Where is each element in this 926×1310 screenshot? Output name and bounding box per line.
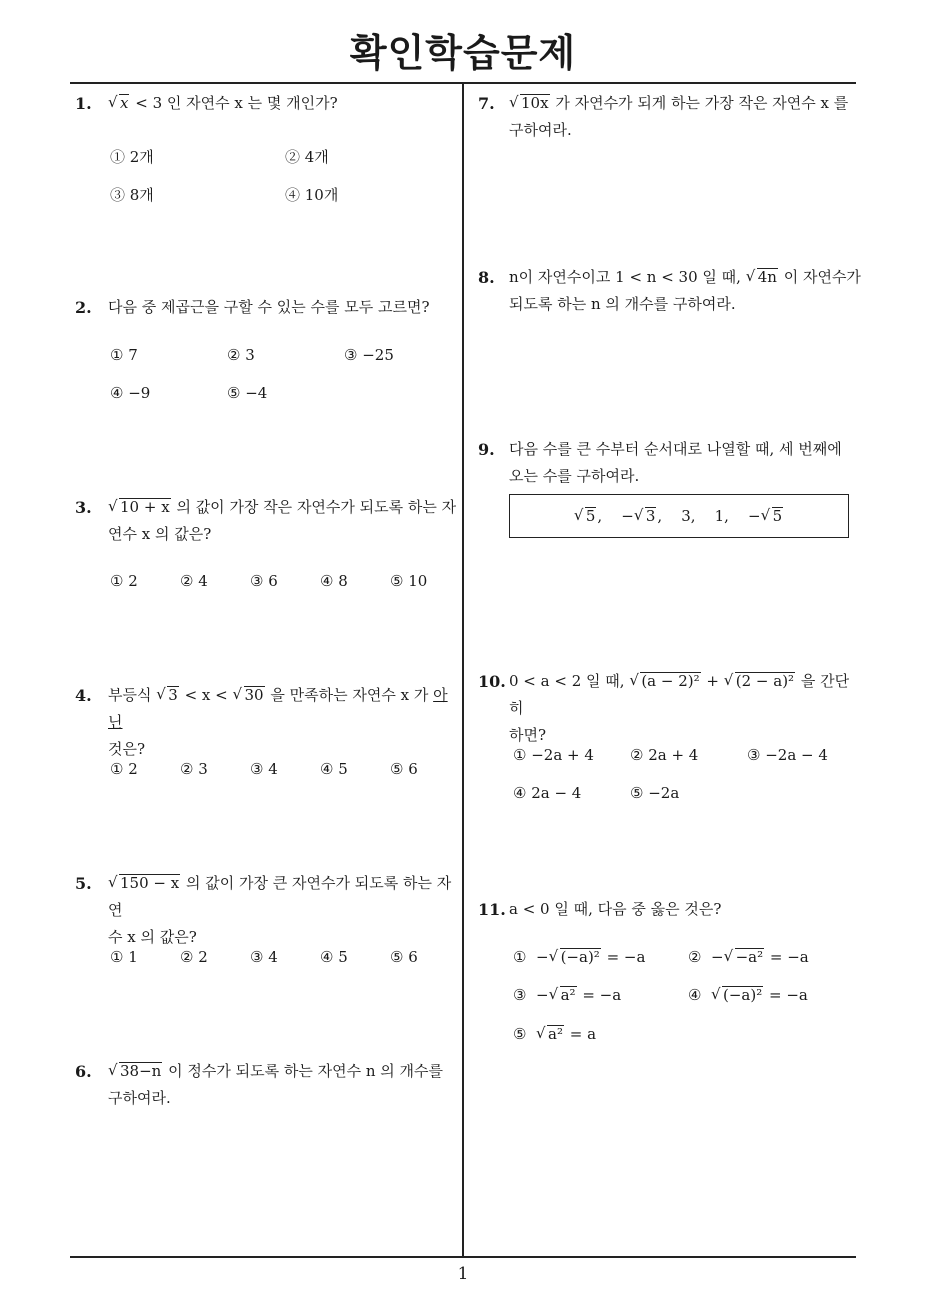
question-text-line2: 연수 x 의 값은? [108,525,212,543]
number-list-box: √ 5 , −√ 3 , 3, 1, −√ 5 [509,494,849,538]
option-4[interactable]: ④ 8 [320,572,348,590]
question-text: 다음 중 제곱근을 구할 수 있는 수를 모두 고르면? [108,298,430,316]
sqrt-symbol: √ 10x [509,90,550,117]
question-text-line2: 구하여라. [108,1089,171,1107]
option-1[interactable]: ① 7 [110,346,138,364]
option-5[interactable]: ⑤ −4 [227,384,268,402]
question-number: 5. [75,874,92,893]
question-text: a < 0 일 때, 다음 중 옳은 것은? [509,900,722,918]
option-2[interactable]: ② 3 [227,346,255,364]
question-text: 가 자연수가 되게 하는 가장 작은 자연수 x 를 [555,94,849,112]
sqrt-symbol: √ 150 − x [108,870,180,897]
option-2[interactable]: ② −√ −a² = −a [688,948,809,966]
question-number: 7. [478,94,495,113]
option-3[interactable]: ③ −2a − 4 [747,746,828,764]
question-5 [75,870,459,951]
option-1[interactable]: ① −2a + 4 [513,746,594,764]
question-3 [75,494,459,548]
question-text: 0 < a < 2 일 때, [509,672,625,690]
question-10 [478,668,862,749]
sqrt-symbol: √ (a − 2)² [629,668,700,695]
option-4[interactable]: ④ √ (−a)² = −a [688,986,808,1004]
option-2[interactable]: ② 4개 [285,148,329,166]
option-1[interactable]: ① 2개 [110,148,154,166]
option-3[interactable]: ③ −√ a² = −a [513,986,621,1004]
option-3[interactable]: ③ −25 [344,346,394,364]
question-text: 의 값이 가장 작은 자연수가 되도록 하는 자 [176,498,457,516]
question-text-line2: 오는 수를 구하여라. [509,467,640,485]
question-text: 의 값이 가장 큰 자연수가 되도록 하는 자연 [108,874,452,919]
sqrt-symbol: √ 30 [233,682,265,709]
question-8 [478,264,862,318]
question-text-line2: 되도록 하는 n 의 개수를 구하여라. [509,295,736,313]
option-5[interactable]: ⑤ √ a² = a [513,1025,596,1043]
question-6 [75,1058,459,1112]
sqrt-symbol: √ 4n [746,264,778,291]
option-3[interactable]: ③ 4 [250,760,278,778]
option-1[interactable]: ① 2 [110,760,138,778]
option-5[interactable]: ⑤ 6 [390,760,418,778]
question-number: 8. [478,268,495,287]
page-number: 1 [457,1264,469,1284]
sqrt-symbol: √ 3 [156,682,179,709]
question-text: n이 자연수이고 1 < n < 30 일 때, [509,268,741,286]
sqrt-symbol: √ 10 + x [108,494,171,521]
question-number: 4. [75,686,92,705]
question-text-line2: 구하여라. [509,121,572,139]
value-1: 1, [714,507,729,525]
sqrt-symbol: √ x [108,90,129,117]
question-text: 이 자연수가 [783,268,861,286]
inequality: < x < [184,686,228,704]
option-2[interactable]: ② 4 [180,572,208,590]
option-4[interactable]: ④ −9 [110,384,151,402]
option-4[interactable]: ④ 5 [320,760,348,778]
option-2[interactable]: ② 2 [180,948,208,966]
option-1[interactable]: ① 2 [110,572,138,590]
option-2[interactable]: ② 3 [180,760,208,778]
question-text: < 3 인 자연수 x 는 몇 개인가? [135,94,338,112]
question-number: 1. [75,94,92,113]
sqrt-symbol: √ (2 − a)² [724,668,795,695]
question-text: 을 간단히 [509,672,850,717]
option-4[interactable]: ④ 2a − 4 [513,784,582,802]
sqrt-symbol: √ 5 [761,495,784,537]
question-number: 3. [75,498,92,517]
question-text: 을 만족하는 자연수 x 가 [270,686,429,704]
question-9 [478,436,862,490]
question-text: 이 정수가 되도록 하는 자연수 n 의 개수를 [168,1062,443,1080]
question-4 [75,682,459,763]
option-1[interactable]: ① 1 [110,948,138,966]
option-5[interactable]: ⑤ 6 [390,948,418,966]
question-2 [75,294,455,321]
sqrt-symbol: √ 5 [574,495,597,537]
question-text: 부등식 [108,686,152,704]
bottom-rule [70,1256,856,1258]
question-text-line2: 수 x 의 값은? [108,928,197,946]
question-number: 2. [75,298,92,317]
question-number: 6. [75,1062,92,1081]
question-1 [75,90,455,117]
question-7 [478,90,862,144]
question-text-line2: 것은? [108,740,146,758]
option-3[interactable]: ③ 4 [250,948,278,966]
option-4[interactable]: ④ 10개 [285,186,339,204]
question-number: 11. [478,900,506,919]
question-number: 10. [478,672,506,691]
plus-sign: + [706,672,719,690]
value-3: 3, [681,507,696,525]
option-5[interactable]: ⑤ −2a [630,784,680,802]
page-title: 확인학습문제 [349,31,577,75]
sqrt-symbol: √ 3 [634,495,657,537]
option-4[interactable]: ④ 5 [320,948,348,966]
option-1[interactable]: ① −√ (−a)² = −a [513,948,645,966]
option-5[interactable]: ⑤ 10 [390,572,428,590]
question-number: 9. [478,440,495,459]
option-3[interactable]: ③ 6 [250,572,278,590]
question-11 [478,896,862,923]
underlined-word: 아닌 [108,686,448,731]
option-2[interactable]: ② 2a + 4 [630,746,699,764]
sqrt-symbol: √ 38−n [108,1058,162,1085]
question-text: 다음 수를 큰 수부터 순서대로 나열할 때, 세 번째에 [509,440,842,458]
column-divider [462,82,464,1258]
question-text-line2: 하면? [509,726,547,744]
option-3[interactable]: ③ 8개 [110,186,154,204]
